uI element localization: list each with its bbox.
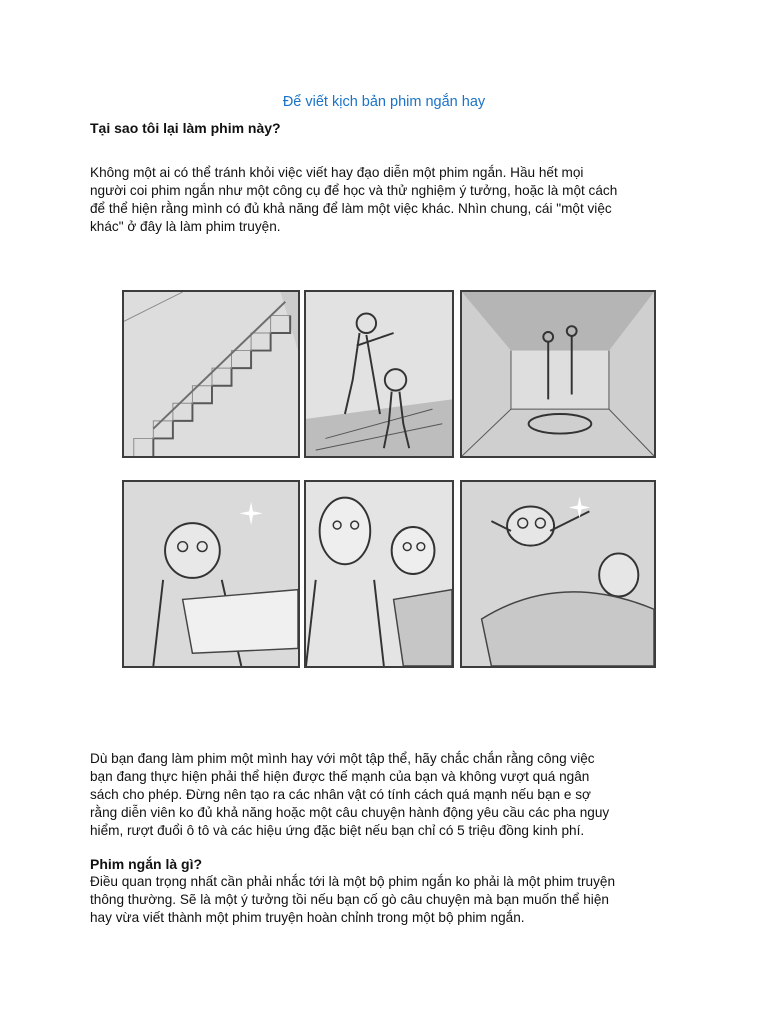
storyboard-panel-boy xyxy=(304,480,454,668)
storyboard-panel-room xyxy=(460,290,656,458)
section-heading-what: Phim ngắn là gì? xyxy=(90,856,203,872)
text-line: hiểm, rượt đuổi ô tô và các hiệu ứng đặc biệt nếu bạn chỉ có 5 triệu đồng kinh phí. xyxy=(90,823,585,838)
text-line: người coi phim ngắn như một công cụ để học và thử nghiệm ý tưởng, hoặc là một cách xyxy=(90,183,618,198)
text-line: Điều quan trọng nhất cần phải nhắc tới là một bộ phim ngắn ko phải là một phim truyện xyxy=(90,874,616,889)
text-line: Không một ai có thể tránh khỏi việc viết hay đạo diễn một phim ngắn. Hầu hết mọi xyxy=(90,165,584,180)
intro-paragraph xyxy=(90,164,680,236)
text-line: sách cho phép. Đừng nên tạo ra các nhân vật có tính cách quá mạnh nếu bạn e sợ xyxy=(90,787,591,802)
storyboard-panel-creature xyxy=(460,480,656,668)
document-title: Để viết kịch bản phim ngắn hay xyxy=(282,94,486,110)
text-line: để thể hiện rằng mình có đủ khả năng để làm một việc khác. Nhìn chung, cái "một việc xyxy=(90,201,612,216)
text-line: thông thường. Sẽ là một ý tưởng tồi nếu bạn cố gò câu chuyện mà bạn muốn thể hiện xyxy=(90,892,609,907)
storyboard-image xyxy=(108,282,664,702)
storyboard-panel-child xyxy=(122,480,300,668)
text-line: rằng diễn viên ko đủ khả năng hoặc một câu chuyện hành động yêu cầu các pha nguy xyxy=(90,805,610,820)
storyboard-panel-climbing xyxy=(304,290,454,458)
text-line: Dù bạn đang làm phim một mình hay với một tập thể, hãy chắc chắn rằng công việc xyxy=(90,751,595,766)
text-line: khác" ở đây là làm phim truyện. xyxy=(90,219,281,234)
budget-paragraph xyxy=(90,750,680,840)
storyboard-panel-staircase xyxy=(122,290,300,458)
section-heading-why: Tại sao tôi lại làm phim này? xyxy=(90,120,281,136)
definition-paragraph xyxy=(90,873,680,927)
text-line: hay vừa viết thành một phim truyện hoàn chỉnh trong một bộ phim ngắn. xyxy=(90,910,525,925)
text-line: bạn đang thực hiện phải thể hiện được thế mạnh của bạn và không vượt quá ngân xyxy=(90,769,590,784)
